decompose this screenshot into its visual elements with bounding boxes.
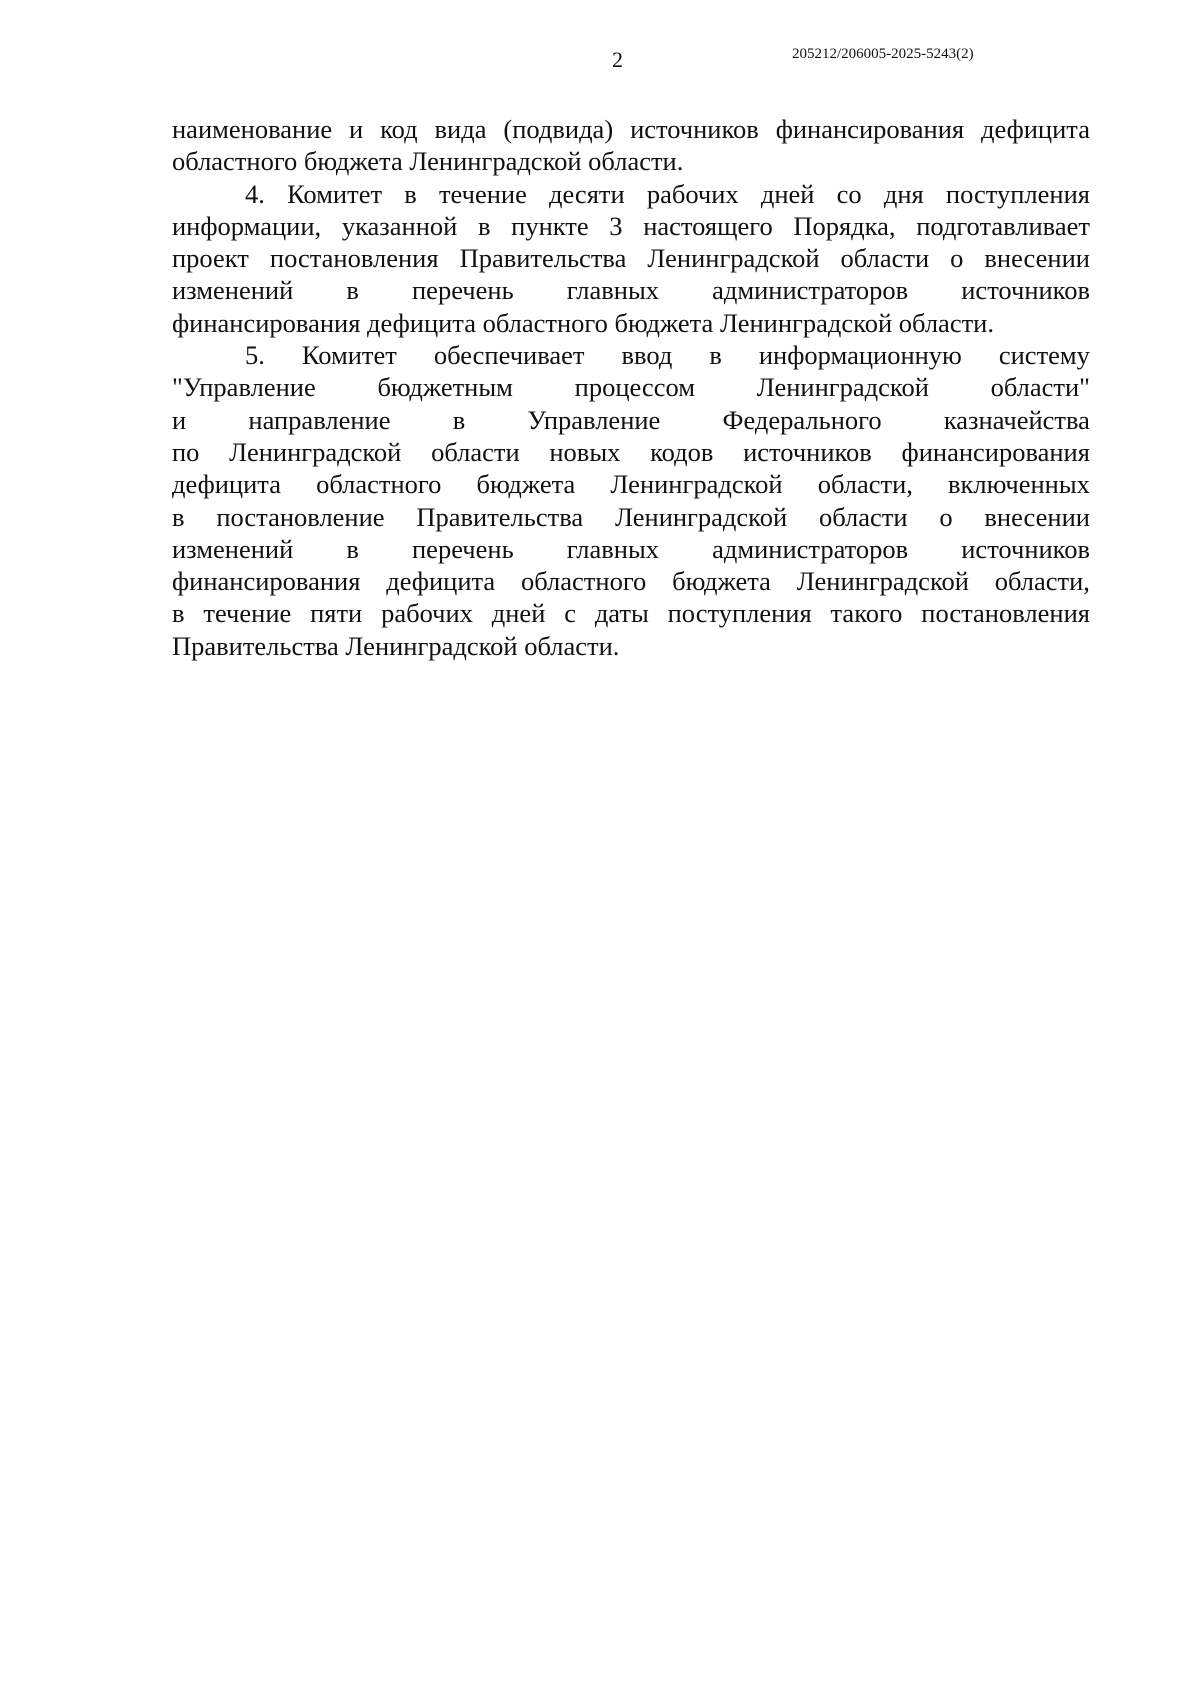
word: источников: [961, 533, 1090, 564]
word: вида: [434, 114, 487, 144]
word: Управление: [527, 404, 661, 435]
word: десяти: [549, 178, 625, 209]
word: пункте: [511, 210, 589, 241]
word: пяти: [310, 598, 363, 629]
word: источников: [743, 436, 872, 467]
word: рабочих: [646, 178, 739, 209]
word: о: [950, 243, 964, 274]
document-body: [172, 113, 1090, 662]
word: внесении: [984, 243, 1090, 274]
word: ввод: [621, 340, 673, 371]
word: в: [172, 501, 185, 532]
word: главных: [566, 533, 660, 564]
word: Правительства: [416, 501, 584, 532]
word: подготавливает: [916, 210, 1090, 241]
word: Комитет: [287, 178, 383, 209]
word: постановления: [269, 243, 439, 274]
paragraph-4-start: [172, 178, 1090, 210]
word: Федерального: [722, 404, 882, 435]
paragraph-number: 4.: [245, 178, 265, 209]
word: код: [380, 114, 418, 144]
text-line: [172, 565, 1090, 597]
word: постановления: [921, 598, 1090, 629]
word: Ленинградской: [229, 436, 402, 467]
word: области: [431, 436, 520, 467]
word: (подвида): [503, 114, 614, 144]
word: источников: [630, 114, 759, 144]
word: новых: [549, 436, 621, 467]
word: перечень: [412, 275, 514, 306]
word: обеспечивает: [433, 340, 585, 371]
word: процессом: [574, 372, 695, 403]
word: в: [452, 404, 466, 435]
word: внесении: [984, 501, 1090, 532]
line-text: Правительства Ленинградской области.: [172, 630, 620, 661]
word: области,: [994, 566, 1090, 597]
word: Правительства: [459, 243, 627, 274]
word: областного: [520, 566, 647, 597]
word: кодов: [650, 436, 714, 467]
word: и: [349, 114, 364, 144]
word: области": [990, 372, 1090, 403]
text-line: [172, 371, 1090, 403]
word: поступления: [945, 178, 1090, 209]
word: дефицита: [981, 114, 1090, 144]
word: администраторов: [712, 533, 909, 564]
word: источников: [961, 275, 1090, 306]
word: в: [346, 275, 359, 306]
word: информационную: [758, 340, 962, 371]
word: указанной: [341, 210, 458, 241]
word: Ленинградской: [796, 566, 969, 597]
word: о: [939, 501, 953, 532]
word: в: [709, 340, 722, 371]
text-line: [172, 533, 1090, 565]
word: 3: [609, 210, 623, 241]
word: информации,: [172, 210, 322, 241]
word: "Управление: [172, 372, 316, 403]
word: изменений: [172, 533, 294, 564]
word: с: [564, 598, 576, 629]
word: в: [477, 210, 491, 241]
text-line: [172, 404, 1090, 436]
text-line: [172, 274, 1090, 306]
word: течение: [438, 178, 527, 209]
word: течение: [203, 598, 292, 629]
word: и: [172, 404, 187, 435]
paragraph-number: 5.: [245, 340, 265, 371]
word: области: [818, 501, 908, 532]
word: со: [836, 178, 862, 209]
text-line: [172, 597, 1090, 629]
word: бюджета: [672, 566, 771, 597]
word: Ленинградской: [610, 469, 783, 500]
word: финансирования: [901, 436, 1090, 467]
text-line: [172, 468, 1090, 500]
text-line: [172, 501, 1090, 533]
text-line: [172, 113, 1090, 145]
word: наименование: [172, 114, 333, 144]
word: включенных: [948, 469, 1090, 500]
word: казначейства: [943, 404, 1090, 435]
word: Ленинградской: [756, 372, 929, 403]
page-number: 2: [612, 47, 623, 72]
word: даты: [594, 598, 649, 629]
word: перечень: [412, 533, 514, 564]
word: бюджетным: [377, 372, 513, 403]
word: области,: [817, 469, 913, 500]
word: по: [172, 436, 200, 467]
text-line: [172, 630, 1090, 662]
word: администраторов: [712, 275, 909, 306]
word: проект: [172, 243, 249, 274]
word: дефицита: [386, 566, 496, 597]
word: финансирования: [775, 114, 965, 144]
word: в: [346, 533, 359, 564]
word: главных: [566, 275, 660, 306]
word: изменений: [172, 275, 294, 306]
text-line: [172, 242, 1090, 274]
word: Порядка,: [793, 210, 896, 241]
word: в: [172, 598, 185, 629]
text-line: [172, 145, 1090, 177]
word: Комитет: [301, 340, 397, 371]
text-line: [172, 210, 1090, 242]
document-id: 205212/206005-2025-5243(2): [792, 46, 974, 62]
word: областного: [316, 469, 442, 500]
word: Ленинградской: [614, 501, 788, 532]
word: дней: [491, 598, 546, 629]
word: дня: [883, 178, 924, 209]
word: в: [404, 178, 417, 209]
paragraph-5-start: [172, 339, 1090, 371]
word: рабочих: [381, 598, 473, 629]
text-line: [172, 307, 1090, 339]
line-text: областного бюджета Ленинградской области.: [172, 146, 684, 177]
word: такого: [830, 598, 903, 629]
word: области: [840, 243, 930, 274]
word: Ленинградской: [647, 243, 820, 274]
word: финансирования: [172, 566, 361, 597]
word: постановление: [216, 501, 385, 532]
word: направление: [248, 404, 391, 435]
word: поступления: [667, 598, 812, 629]
word: дней: [760, 178, 815, 209]
word: дефицита: [172, 469, 281, 500]
word: бюджета: [476, 469, 576, 500]
word: систему: [998, 340, 1090, 371]
text-line: [172, 436, 1090, 468]
word: настоящего: [643, 210, 773, 241]
line-text: финансирования дефицита областного бюджета Ленинградской области.: [172, 307, 994, 338]
